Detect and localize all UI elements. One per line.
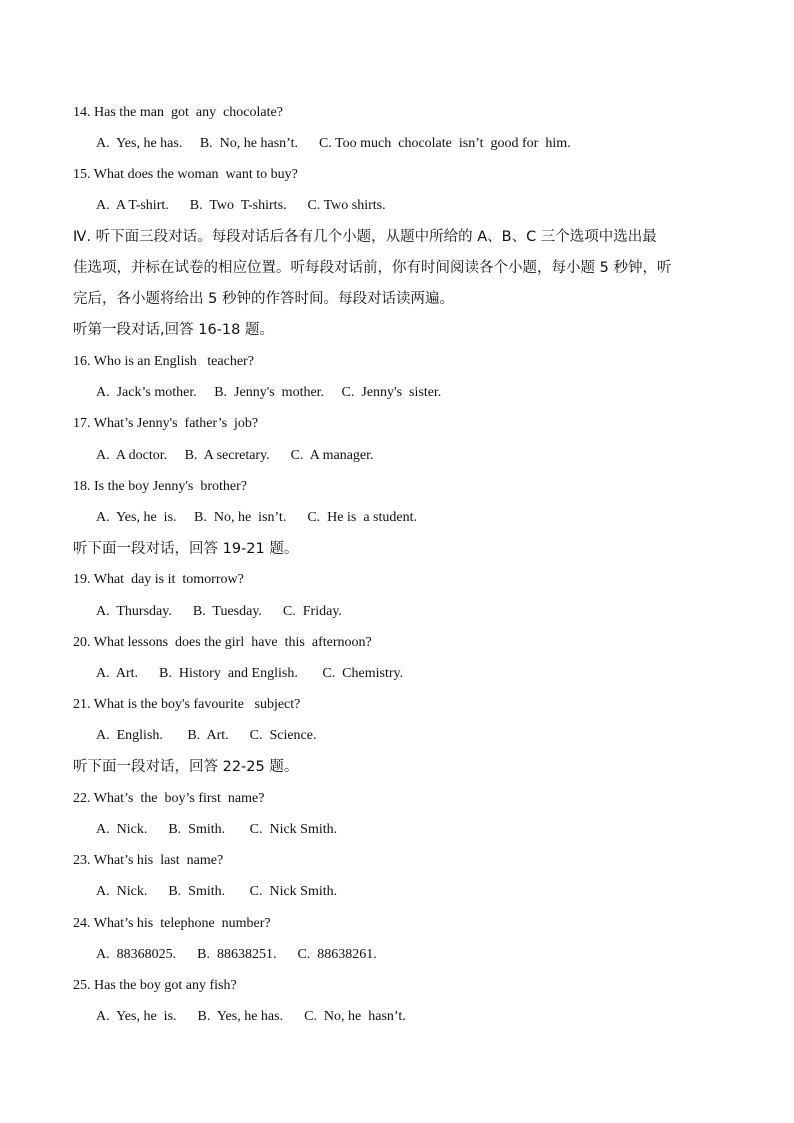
section-iv-instructions-line-3: 完后，各小题将给出 5 秒钟的作答时间。每段对话读两遍。 bbox=[73, 291, 454, 307]
question-18: 18. Is the boy Jenny's brother? bbox=[73, 479, 247, 494]
question-16: 16. Who is an English teacher? bbox=[73, 354, 254, 369]
options-22: A. Nick. B. Smith. C. Nick Smith. bbox=[96, 822, 338, 837]
options-19: A. Thursday. B. Tuesday. C. Friday. bbox=[96, 604, 342, 619]
options-14: A. Yes, he has. B. No, he hasn’t. C. Too much chocolate isn’t good for him. bbox=[96, 136, 571, 151]
question-19: 19. What day is it tomorrow? bbox=[73, 572, 244, 587]
question-20: 20. What lessons does the girl have this afternoon? bbox=[73, 635, 372, 650]
options-24: A. 88368025. B. 88638251. C. 88638261. bbox=[96, 947, 377, 962]
options-25: A. Yes, he is. B. Yes, he has. C. No, he hasn’t. bbox=[96, 1009, 406, 1024]
options-18: A. Yes, he is. B. No, he isn’t. C. He is a student. bbox=[96, 510, 417, 525]
section-iv-instructions-line-1: Ⅳ. 听下面三段对话。每段对话后各有几个小题，从题中所给的 A、B、C 三个选项中选出最 bbox=[73, 229, 657, 245]
dialogue-1-heading: 听第一段对话,回答 16-18 题。 bbox=[73, 322, 274, 338]
options-23: A. Nick. B. Smith. C. Nick Smith. bbox=[96, 884, 338, 899]
dialogue-3-heading: 听下面一段对话，回答 22-25 题。 bbox=[73, 759, 299, 775]
question-14: 14. Has the man got any chocolate? bbox=[73, 105, 283, 120]
options-17: A. A doctor. B. A secretary. C. A manager. bbox=[96, 448, 374, 463]
question-24: 24. What’s his telephone number? bbox=[73, 916, 271, 931]
options-15: A. A T-shirt. B. Two T-shirts. C. Two shirts. bbox=[96, 198, 386, 213]
options-21: A. English. B. Art. C. Science. bbox=[96, 728, 317, 743]
question-22: 22. What’s the boy’s first name? bbox=[73, 791, 265, 806]
question-23: 23. What’s his last name? bbox=[73, 853, 224, 868]
question-15: 15. What does the woman want to buy? bbox=[73, 167, 298, 182]
options-16: A. Jack’s mother. B. Jenny's mother. C. Jenny's sister. bbox=[96, 385, 442, 400]
section-iv-instructions-line-2: 佳选项，并标在试卷的相应位置。听每段对话前，你有时间阅读各个小题，每小题 5 秒钟，听 bbox=[73, 260, 672, 276]
dialogue-2-heading: 听下面一段对话，回答 19-21 题。 bbox=[73, 541, 299, 557]
question-17: 17. What’s Jenny's father’s job? bbox=[73, 416, 259, 431]
options-20: A. Art. B. History and English. C. Chemistry. bbox=[96, 666, 404, 681]
question-25: 25. Has the boy got any fish? bbox=[73, 978, 237, 993]
question-21: 21. What is the boy's favourite subject? bbox=[73, 697, 301, 712]
